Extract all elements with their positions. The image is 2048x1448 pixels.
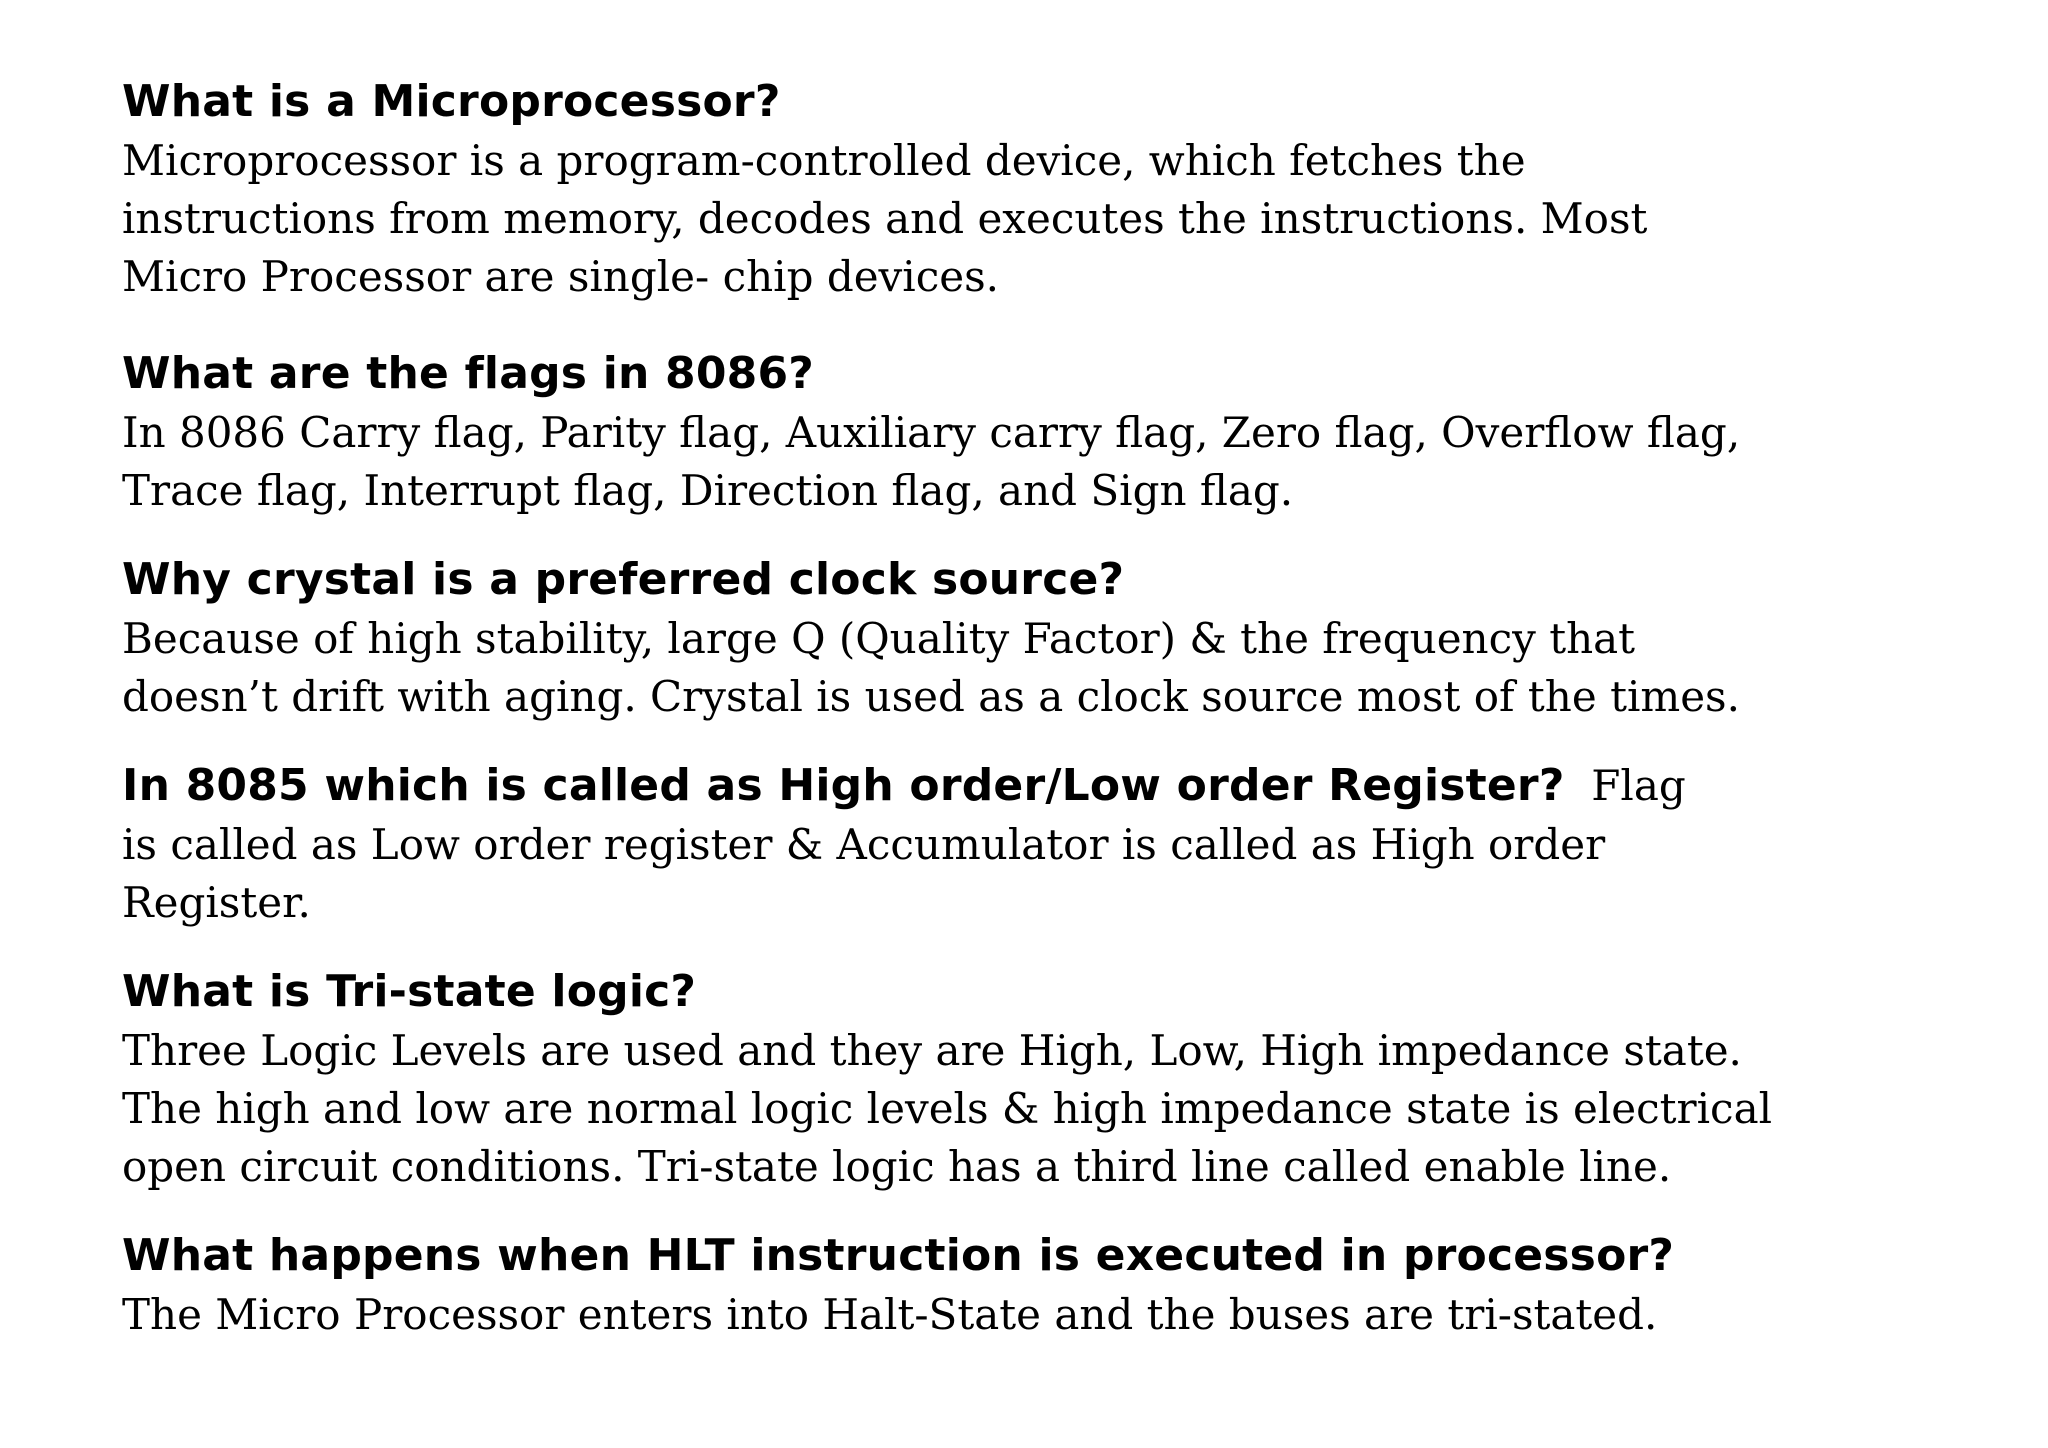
answer-inline-start: Flag — [1591, 761, 1686, 810]
answer-line: The Micro Processor enters into Halt-State and the buses are tri-stated. — [122, 1290, 1658, 1339]
answer-line: Because of high stability, large Q (Quality Factor) & the frequency that — [122, 614, 1636, 663]
question-heading: In 8085 which is called as High order/Low order Register? — [122, 760, 1565, 811]
answer-line: instructions from memory, decodes and executes the instructions. Most — [122, 194, 1648, 243]
answer-text — [122, 610, 2002, 726]
answer-text — [122, 756, 2002, 932]
question-heading: What happens when HLT instruction is executed in processor? — [122, 1230, 1675, 1281]
answer-line: open circuit conditions. Tri-state logic has a third line called enable line. — [122, 1142, 1672, 1191]
answer-line: Micro Processor are single- chip devices. — [122, 252, 999, 301]
question-heading: Why crystal is a preferred clock source? — [122, 554, 1125, 605]
qa-item-tri-state-logic — [122, 962, 2002, 1196]
answer-line: Three Logic Levels are used and they are High, Low, High impedance state. — [122, 1026, 1742, 1075]
qa-item-8085-registers — [122, 756, 2002, 932]
document-page — [122, 72, 2002, 1344]
question-heading: What is Tri-state logic? — [122, 966, 697, 1017]
qa-item-hlt-instruction — [122, 1226, 2002, 1344]
answer-line: Trace flag, Interrupt flag, Direction flag, and Sign flag. — [122, 466, 1294, 515]
qa-item-microprocessor — [122, 72, 2002, 306]
answer-line: doesn’t drift with aging. Crystal is used as a clock source most of the times. — [122, 672, 1740, 721]
answer-text — [122, 1286, 2002, 1344]
answer-line: In 8086 Carry flag, Parity flag, Auxiliary carry flag, Zero flag, Overflow flag, — [122, 408, 1741, 457]
qa-item-crystal-clock — [122, 550, 2002, 726]
answer-text — [122, 132, 2002, 306]
answer-text — [122, 404, 2002, 520]
answer-line: Microprocessor is a program-controlled device, which fetches the — [122, 136, 1526, 185]
answer-line: The high and low are normal logic levels & high impedance state is electrical — [122, 1084, 1773, 1133]
question-heading: What is a Microprocessor? — [122, 76, 781, 127]
answer-line: is called as Low order register & Accumulator is called as High order — [122, 820, 1606, 869]
answer-line: Register. — [122, 878, 311, 927]
qa-item-flags-8086 — [122, 344, 2002, 520]
question-heading: What are the flags in 8086? — [122, 348, 814, 399]
question-with-inline-answer — [122, 756, 2002, 816]
answer-text — [122, 1022, 2002, 1196]
